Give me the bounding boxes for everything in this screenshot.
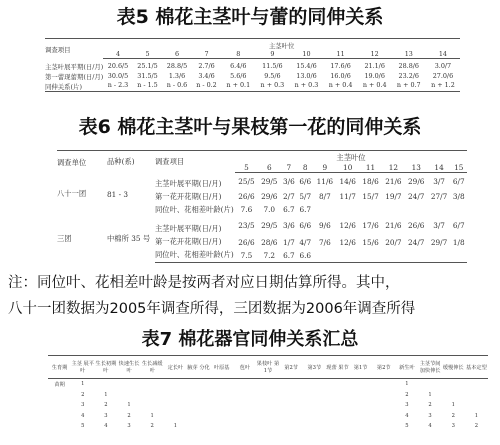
table-cell (359, 203, 382, 216)
table6-leaf-position: 5 (235, 163, 258, 173)
table-cell: 29/6 (408, 177, 425, 186)
table-cell (465, 390, 488, 401)
table-cell: 7/6 (318, 237, 331, 247)
table-cell (210, 400, 233, 411)
table-cell: 27/7 (430, 192, 448, 201)
table-cell (210, 411, 233, 422)
table6-leaf-position: 7 (281, 163, 297, 173)
table7-header: 第2节 (372, 356, 395, 379)
table-cell: 6/7 (452, 177, 465, 186)
table-cell (280, 400, 303, 411)
table-cell: 3 (451, 423, 455, 430)
table-cell: 8/7 (318, 192, 331, 201)
table-cell: 13.0/6 (296, 71, 317, 80)
table-cell (117, 390, 140, 401)
table-cell: 3.0/7 (434, 62, 452, 71)
table6-item: 主茎叶展平期(日/月) (155, 178, 222, 188)
table-row (48, 379, 488, 390)
table-cell: 29/6 (261, 192, 278, 201)
table-cell: 6.6 (297, 249, 313, 263)
table-cell: 3/7 (433, 177, 445, 186)
table6-leaf-position: 13 (405, 163, 428, 173)
table-cell (280, 421, 303, 432)
table5-row-label: 同伸关系(片) (45, 81, 103, 92)
table-cell: 6.7 (283, 205, 295, 214)
table-cell (48, 400, 71, 411)
table-cell: n - 0.6 (162, 81, 192, 92)
table6-leaf-position: 14 (428, 163, 451, 173)
table-cell: 26/6 (408, 221, 425, 231)
table-cell (336, 203, 359, 216)
table-cell: 19/7 (385, 192, 402, 201)
table7-header: 叶原基 (210, 356, 233, 379)
table-cell (382, 249, 405, 263)
table7-header: 腋芽 分化 (187, 356, 210, 379)
table-cell: 5 (81, 423, 85, 430)
table6-item: 同位叶、花相差叶龄(片) (155, 204, 234, 214)
table-cell: 4/7 (299, 237, 312, 247)
table-cell (349, 390, 372, 401)
table-cell (428, 249, 451, 263)
table-cell: 1/8 (452, 237, 465, 247)
table-cell: 3 (104, 412, 108, 419)
table7-header: 主茎节间 加快伸长 (419, 356, 442, 379)
table-cell: 29/5 (261, 221, 278, 231)
table-cell (303, 411, 326, 422)
table7-header: 第2节 (280, 356, 303, 379)
table-cell: 28.8/6 (398, 62, 419, 71)
table7-header: 缓慢伸长 (442, 356, 465, 379)
table-cell (187, 390, 210, 401)
table-cell: 2 (428, 402, 432, 409)
table6-unit: 三团 (57, 234, 72, 243)
table-cell (256, 411, 279, 422)
table-cell (141, 400, 164, 411)
table6-variety: 81 - 3 (107, 189, 129, 199)
table-cell: n + 0.3 (289, 81, 323, 92)
table-cell: n + 0.4 (358, 81, 392, 92)
table-cell: 15.4/6 (296, 62, 317, 71)
table-cell: 11/6 (316, 177, 334, 186)
table-cell (187, 421, 210, 432)
table-cell (326, 411, 349, 422)
table-cell (326, 379, 349, 390)
table-cell: n - 0.2 (192, 81, 222, 92)
table-cell (256, 400, 279, 411)
table-cell (210, 379, 233, 390)
table-cell (210, 421, 233, 432)
table-cell: 21/6 (385, 221, 402, 231)
table-cell: 6/7 (452, 221, 465, 231)
table-cell: 2/7 (283, 192, 295, 201)
table-cell: 7.2 (258, 249, 281, 263)
table-cell: n + 0.4 (324, 81, 358, 92)
table-cell: 1 (81, 381, 85, 388)
table6-leaf-position: 10 (336, 163, 359, 173)
table7-header: 生育期 (48, 356, 71, 379)
table-cell: 4 (428, 423, 432, 430)
table5-title: 表5 棉花主茎叶与蕾的同伸关系 (116, 6, 384, 28)
table-cell (336, 249, 359, 263)
table-cell (382, 203, 405, 216)
table-cell: n + 0.7 (392, 81, 426, 92)
table-row (57, 216, 467, 236)
table7-header: 主茎 展平叶 (71, 356, 94, 379)
table-cell (187, 379, 210, 390)
table-row (45, 81, 460, 92)
table-cell (280, 390, 303, 401)
table-cell: 18/6 (362, 177, 379, 186)
table-cell (349, 411, 372, 422)
table-cell: 17/6 (362, 221, 379, 231)
table-cell: 24/7 (408, 237, 425, 247)
table-cell: 7.6 (240, 205, 253, 214)
table-cell (465, 400, 488, 411)
table-cell (187, 400, 210, 411)
table-row (45, 71, 460, 81)
table-cell: n - 2.3 (103, 81, 133, 92)
table-cell: 19.0/6 (364, 71, 385, 80)
table-cell (451, 203, 468, 216)
table-cell (465, 379, 488, 390)
table-cell: 21.1/6 (364, 62, 385, 71)
table-cell (303, 421, 326, 432)
table-cell (359, 249, 382, 263)
table7-header: 生长初期叶 (94, 356, 117, 379)
table-cell: 2.7/6 (198, 62, 215, 71)
table-cell (117, 379, 140, 390)
table-cell (303, 400, 326, 411)
table6-variety: 中棉所 35 号 (107, 234, 151, 243)
table-row (57, 173, 467, 191)
table-cell (233, 421, 256, 432)
table5-row-label: 第一蕾现蕾期(日/月) (45, 72, 104, 81)
table-cell: 5.6/6 (230, 71, 247, 80)
table-cell: 4 (405, 412, 409, 419)
table-cell: 9/6 (318, 221, 331, 231)
table5-leaf-position: 6 (162, 50, 192, 59)
table-cell: 3 (428, 412, 432, 419)
table-cell: 1 (127, 402, 131, 409)
table-cell (326, 400, 349, 411)
table-cell: 20.6/5 (107, 62, 129, 71)
table5-leaf-position: 4 (103, 50, 133, 59)
table-cell (303, 379, 326, 390)
table-cell (372, 421, 395, 432)
table-cell (48, 390, 71, 401)
table-cell: 3/8 (452, 192, 465, 201)
table-row (48, 400, 488, 411)
table7-header: 苞叶 (233, 356, 256, 379)
table-cell: 1/7 (283, 237, 295, 247)
table-cell (48, 411, 71, 422)
table-cell: 6.7 (299, 205, 312, 214)
table-cell (280, 379, 303, 390)
table7-header: 基本定型 (465, 356, 488, 379)
table-cell (428, 203, 451, 216)
table-cell: 1 (428, 391, 432, 398)
table6-leaf-position: 9 (313, 163, 336, 173)
table-cell: 1 (104, 391, 108, 398)
table-cell (210, 390, 233, 401)
table-cell: 1 (173, 423, 178, 430)
table6-leaf-position: 12 (382, 163, 405, 173)
table-cell: 5/7 (299, 192, 312, 201)
table-cell: 6/6 (299, 221, 312, 231)
table5-leaf-position: 8 (221, 50, 255, 59)
table-cell (94, 379, 117, 390)
table5-leaf-position: 7 (192, 50, 222, 59)
table-cell: 29/7 (430, 237, 448, 247)
table-cell (233, 390, 256, 401)
table6-unit: 八十一团 (57, 189, 87, 199)
table-cell: n + 0.1 (221, 81, 255, 92)
table-cell: 30.0/5 (107, 71, 129, 80)
table-cell (349, 379, 372, 390)
table7-header: 定长叶 (164, 356, 187, 379)
table-cell: 20/7 (385, 237, 402, 247)
table7-title: 表7 棉花器官同伸关系汇总 (141, 329, 359, 350)
table6-header-unit: 调查单位 (57, 151, 107, 173)
table-cell (233, 400, 256, 411)
table-cell: 28/6 (261, 237, 278, 247)
table6 (57, 150, 467, 263)
table6-leaf-position: 8 (297, 163, 313, 173)
table-cell (442, 390, 465, 401)
table-cell: 21/6 (385, 177, 402, 186)
table6-title: 表6 棉花主茎叶与果枝第一花的同伸关系 (78, 116, 422, 138)
table5-leaf-position: 14 (426, 50, 460, 59)
table-cell: 6.7 (281, 249, 297, 263)
table-cell: 1 (405, 381, 409, 388)
table-cell (48, 421, 71, 432)
table-cell (313, 249, 336, 263)
table-cell: 16.0/6 (330, 71, 351, 80)
table-cell (372, 411, 395, 422)
table-cell (419, 379, 442, 390)
table-cell: 3/6 (283, 177, 295, 186)
table7-header: 果枝叶 第1节 (256, 356, 279, 379)
table-cell: 苗期 (54, 381, 65, 388)
table-cell: n + 0.3 (255, 81, 289, 92)
table-cell (405, 203, 428, 216)
table-cell: 7.5 (235, 249, 258, 263)
table-cell (372, 379, 395, 390)
table-cell (256, 379, 279, 390)
table-cell: 3/7 (433, 221, 445, 231)
table7-header: 快速生长叶 (117, 356, 140, 379)
table-cell (164, 390, 187, 401)
table-cell (303, 390, 326, 401)
table5-leaf-position: 12 (358, 50, 392, 59)
table-cell (233, 379, 256, 390)
table6-leaf-position: 11 (359, 163, 382, 173)
table-cell: 2 (150, 423, 154, 430)
table-cell: n + 1.2 (426, 81, 460, 92)
table7-header: 第1节 (349, 356, 372, 379)
table-row (48, 421, 488, 432)
table-cell: 2 (127, 412, 131, 419)
table7 (48, 355, 488, 432)
table-cell (280, 411, 303, 422)
table6-item: 第一花开花期(日/月) (155, 237, 222, 246)
table7-header: 新生叶 (395, 356, 418, 379)
table-cell: 26/6 (238, 192, 255, 201)
table-cell: 28.8/5 (166, 62, 188, 71)
table-cell: 23.2/6 (398, 71, 419, 80)
table7-header: 生长减缓叶 (141, 356, 164, 379)
table-cell: 2 (474, 423, 479, 430)
table-cell: 3/6 (283, 221, 295, 231)
table-cell (372, 390, 395, 401)
table5-row-label: 主茎叶展平期(日/月) (45, 62, 104, 71)
table-cell (164, 379, 187, 390)
table-cell: 26/6 (238, 237, 255, 247)
table-cell (256, 421, 279, 432)
note-line-1: 注：同位叶、花相差叶龄是按两者对应日期估算所得。其中， (8, 275, 400, 291)
table-cell: 2 (405, 391, 409, 398)
table-cell: 14/6 (339, 177, 356, 186)
table-cell: 5 (405, 423, 409, 430)
table-cell: 12/6 (339, 221, 356, 231)
table-cell: 9.5/6 (264, 71, 281, 80)
table-cell (313, 203, 336, 216)
table-cell (451, 249, 468, 263)
table5-header-group: 主茎叶位 (103, 39, 460, 51)
table-cell (164, 400, 187, 411)
table-row (45, 59, 460, 71)
table-cell: n - 1.5 (133, 81, 163, 92)
table-cell: 31.5/5 (137, 71, 158, 80)
note-line-2: 八十一团数据为2005年调查所得，三团数据为2006年调查所得 (8, 301, 416, 317)
table-cell: 2 (81, 391, 85, 398)
table-cell (442, 379, 465, 390)
table-cell: 1 (474, 412, 479, 419)
table-cell (372, 400, 395, 411)
table6-header-group: 主茎叶位 (235, 151, 467, 164)
table-cell: 1.3/6 (168, 71, 186, 80)
table-cell: 12/6 (339, 237, 356, 247)
table6-leaf-position: 6 (258, 163, 281, 173)
table-cell: 23/5 (238, 221, 255, 231)
table-cell: 3.4/6 (198, 71, 215, 80)
table-cell: 15/7 (362, 192, 379, 201)
table6-item: 第一花开花期(日/月) (155, 191, 222, 201)
table5-leaf-position: 5 (133, 50, 163, 59)
table-cell: 6.4/6 (230, 62, 247, 71)
table-cell (141, 379, 164, 390)
table-cell: 29/5 (261, 177, 278, 186)
table6-item: 同位叶、花相差叶龄(片) (155, 249, 235, 263)
table5-leaf-position: 10 (289, 50, 323, 59)
table-cell: 3 (81, 402, 85, 409)
table6-item: 主茎叶展平期(日/月) (155, 224, 222, 233)
table5 (45, 38, 460, 92)
table-cell: 15/6 (362, 237, 379, 247)
table-cell (349, 421, 372, 432)
table-cell: 3 (127, 423, 131, 430)
table-cell (326, 421, 349, 432)
table7-header: 现蕾 果节 (326, 356, 349, 379)
table-cell: 1 (150, 412, 154, 419)
table-cell (405, 249, 428, 263)
table-cell (256, 390, 279, 401)
table6-leaf-position: 15 (451, 163, 468, 173)
table-cell: 4 (104, 423, 108, 430)
table-cell: 4 (81, 412, 85, 419)
table5-leaf-position: 13 (392, 50, 426, 59)
table5-header-item: 调查项目 (45, 39, 103, 59)
table-cell: 7.0 (263, 205, 276, 214)
table-cell: 2 (451, 412, 455, 419)
table-row (48, 411, 488, 422)
table5-leaf-position: 11 (324, 50, 358, 59)
table-cell (233, 411, 256, 422)
table-row (48, 390, 488, 401)
table6-header-item: 调查项目 (155, 151, 235, 173)
table-cell (141, 390, 164, 401)
table-cell: 11/7 (339, 192, 356, 201)
table-cell: 24/7 (408, 192, 425, 201)
table-cell (164, 411, 187, 422)
table-cell: 3 (405, 402, 409, 409)
table6-header-variety: 品种(系) (107, 151, 155, 173)
table-cell: 6/6 (299, 177, 312, 186)
table-cell: 25.1/5 (137, 62, 158, 71)
table7-header: 第3节 (303, 356, 326, 379)
table-cell: 17.6/6 (330, 62, 351, 71)
table5-leaf-position: 9 (255, 50, 289, 59)
table-cell (326, 390, 349, 401)
table-cell: 27.0/6 (432, 71, 454, 80)
table-cell: 25/5 (238, 177, 255, 186)
table-cell (349, 400, 372, 411)
table-cell: 1 (451, 402, 455, 409)
table-cell: 2 (104, 402, 108, 409)
table-cell (187, 411, 210, 422)
table-cell: 11.5/6 (262, 62, 283, 71)
